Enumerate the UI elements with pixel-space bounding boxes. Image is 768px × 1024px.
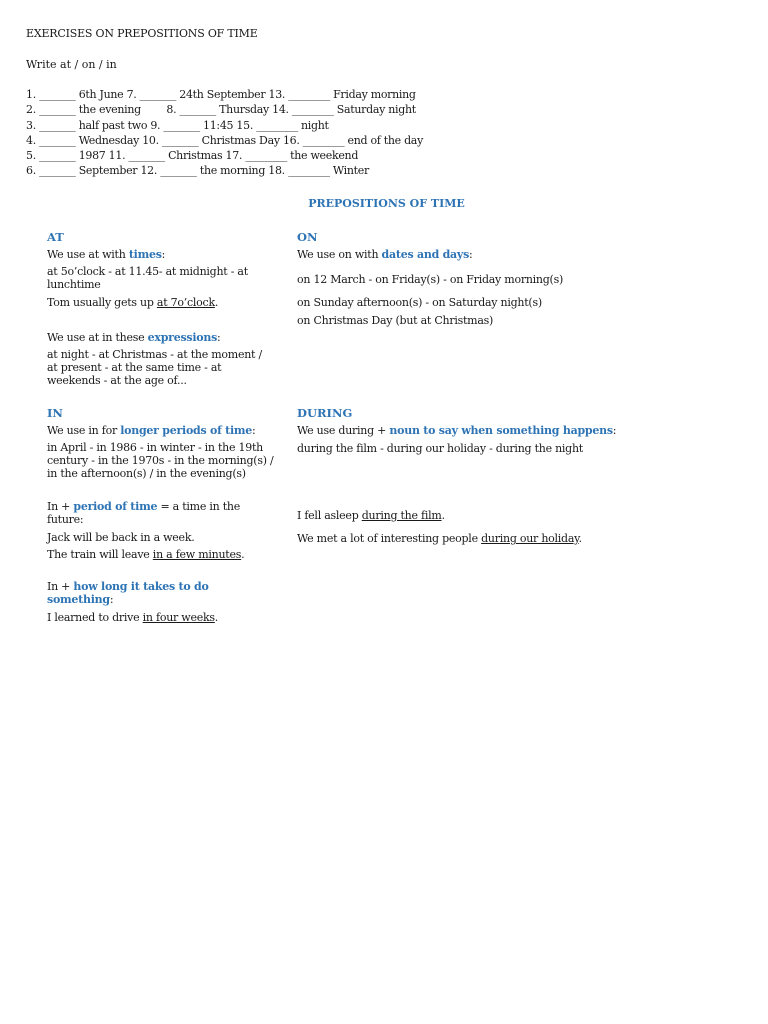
in-period-rule: In + period of time = a time in the future:	[47, 500, 240, 526]
at-rule-highlight: times	[128, 248, 162, 261]
on-section	[297, 230, 617, 328]
during-examples: during the film - during our holiday - during the night	[297, 442, 583, 455]
on-example: on Christmas Day (but at Christmas)	[297, 314, 494, 327]
during-section	[297, 406, 627, 546]
in-rule: We use in for longer periods of time:	[47, 424, 256, 437]
at-heading: AT	[47, 230, 64, 244]
document-title: EXERCISES ON PREPOSITIONS OF TIME	[26, 27, 258, 40]
during-example: I fell asleep during the film.	[297, 509, 445, 522]
on-example: on Sunday afternoon(s) - on Saturday night(s)	[297, 296, 542, 309]
in-period-example: The train will leave in a few minutes.	[47, 548, 245, 561]
in-period-highlight: period of time	[73, 500, 158, 513]
exercise-row: 3. _______ half past two 9. _______ 11:45 15. ________ night	[26, 119, 329, 132]
exercise-row: 6. _______ September 12. _______ the morning 18. ________ Winter	[26, 164, 369, 177]
during-rule-highlight: noun to say when something happens	[389, 424, 613, 437]
in-howlong-example: I learned to drive in four weeks.	[47, 611, 219, 624]
on-rule-highlight: dates and days	[381, 248, 470, 261]
during-heading: DURING	[297, 406, 353, 420]
in-period-example: Jack will be back in a week.	[47, 531, 195, 544]
in-examples: in April - in 1986 - in winter - in the 19th century - in the 1970s - in the morning(s) / in the afternoon(s) / in the evening(s)	[47, 441, 274, 480]
in-howlong-highlight: how long it takes to do something	[47, 580, 209, 606]
in-howlong-rule: In + how long it takes to do something:	[47, 580, 209, 606]
exercise-row: 4. _______ Wednesday 10. _______ Christmas Day 16. ________ end of the day	[26, 134, 423, 147]
at-expressions-examples: at night - at Christmas - at the moment / at present - at the same time - at weekends - at the age of...	[47, 348, 262, 387]
exercise-row: 5. _______ 1987 11. _______ Christmas 17. ________ the weekend	[26, 149, 359, 162]
exercise-row: 2. _______ the evening 8. _______ Thursday 14. ________ Saturday night	[26, 103, 416, 116]
on-heading: ON	[297, 230, 318, 244]
during-rule: We use during + noun to say when something happens:	[297, 424, 617, 437]
at-section	[47, 230, 275, 387]
exercise-instruction: Write at / on / in	[26, 58, 117, 71]
section-title: PREPOSITIONS OF TIME	[308, 197, 465, 210]
on-example: on 12 March - on Friday(s) - on Friday morning(s)	[297, 273, 564, 286]
in-heading: IN	[47, 406, 63, 420]
at-examples: at 5o’clock - at 11.45- at midnight - at lunchtime	[47, 265, 248, 291]
at-rule: We use at with times:	[47, 248, 166, 261]
in-rule-highlight: longer periods of time	[120, 424, 253, 437]
at-sentence: Tom usually gets up at 7o’clock.	[47, 296, 219, 309]
on-rule: We use on with dates and days:	[297, 248, 473, 261]
at-expressions-highlight: expressions	[147, 331, 218, 344]
in-section	[47, 406, 275, 625]
exercise-row: 1. _______ 6th June 7. _______ 24th September 13. ________ Friday morning	[26, 88, 416, 101]
during-example: We met a lot of interesting people during our holiday.	[297, 532, 582, 545]
at-expressions-rule: We use at in these expressions:	[47, 331, 221, 344]
